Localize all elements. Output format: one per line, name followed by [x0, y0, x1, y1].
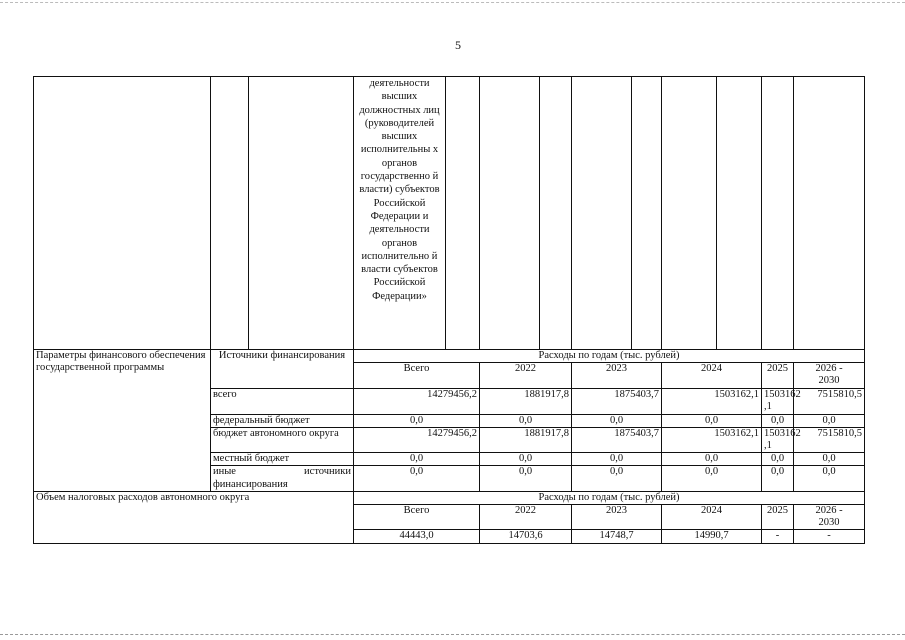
value-2026-2030: - — [794, 530, 865, 543]
value-2025: 0,0 — [762, 453, 794, 466]
value-2023: 0,0 — [572, 453, 662, 466]
value-2025: 1503162 ,1 — [762, 427, 794, 452]
col-2026-2030: 2026 - 2030 — [794, 505, 865, 530]
col-2026-2030: 2026 - 2030 — [794, 363, 865, 388]
empty-cell — [249, 77, 354, 350]
value-total: 0,0 — [354, 453, 480, 466]
empty-cell — [540, 77, 572, 350]
empty-cell — [717, 77, 762, 350]
value-2024: 0,0 — [662, 466, 762, 491]
value-2024: 1503162,1 — [662, 427, 762, 452]
empty-cell — [572, 77, 632, 350]
source-label: федеральный бюджет — [211, 414, 354, 427]
value-2023: 1875403,7 — [572, 388, 662, 414]
value-2025: 0,0 — [762, 414, 794, 427]
value-2025: - — [762, 530, 794, 543]
empty-cell — [34, 77, 211, 350]
col-2025: 2025 — [762, 505, 794, 530]
value-total: 14279456,2 — [354, 388, 480, 414]
scan-edge-top — [0, 2, 905, 4]
value-total: 0,0 — [354, 466, 480, 491]
empty-cell — [762, 77, 794, 350]
value-2026-2030: 0,0 — [794, 466, 865, 491]
value-2024: 1503162,1 — [662, 388, 762, 414]
value-2023: 0,0 — [572, 414, 662, 427]
finance-expenses-header: Расходы по годам (тыс. рублей) — [354, 350, 865, 363]
col-2022: 2022 — [480, 505, 572, 530]
value-2022: 1881917,8 — [480, 388, 572, 414]
empty-cell — [446, 77, 480, 350]
value-2022: 0,0 — [480, 466, 572, 491]
empty-cell — [211, 77, 249, 350]
value-2022: 1881917,8 — [480, 427, 572, 452]
value-2023: 14748,7 — [572, 530, 662, 543]
value-2026-2030: 0,0 — [794, 453, 865, 466]
col-2023: 2023 — [572, 363, 662, 388]
value-2024: 0,0 — [662, 414, 762, 427]
source-label: бюджет автономного округа — [211, 427, 354, 452]
empty-cell — [632, 77, 662, 350]
value-total: 14279456,2 — [354, 427, 480, 452]
col-2024: 2024 — [662, 363, 762, 388]
program-passport-table — [33, 76, 865, 544]
col-total: Всего — [354, 505, 480, 530]
value-total: 0,0 — [354, 414, 480, 427]
value-2023: 0,0 — [572, 466, 662, 491]
source-label: иные источники финансирования — [211, 466, 354, 491]
source-label: местный бюджет — [211, 453, 354, 466]
value-2023: 1875403,7 — [572, 427, 662, 452]
col-2022: 2022 — [480, 363, 572, 388]
empty-cell — [662, 77, 717, 350]
value-2026-2030: 7515810,5 — [794, 427, 865, 452]
col-total: Всего — [354, 363, 480, 388]
value-2022: 0,0 — [480, 414, 572, 427]
col-2025: 2025 — [762, 363, 794, 388]
finance-label: Параметры финансового обеспечения государственной программы — [34, 350, 211, 492]
tax-label: Объем налоговых расходов автономного округа — [34, 491, 354, 543]
empty-cell — [794, 77, 865, 350]
value-2024: 14990,7 — [662, 530, 762, 543]
value-total: 44443,0 — [354, 530, 480, 543]
value-2022: 14703,6 — [480, 530, 572, 543]
activity-description: деятельности высших должностных лиц (руководителей высших исполнительны х органов государственно й власти) субъектов Российской Федерации и деятельности органов исполнительно й власти субъектов Российской Федерации» — [354, 77, 446, 350]
finance-header-row — [34, 350, 865, 363]
tax-expenses-header: Расходы по годам (тыс. рублей) — [354, 491, 865, 504]
tax-header-row — [34, 491, 865, 504]
value-2026-2030: 7515810,5 — [794, 388, 865, 414]
col-2023: 2023 — [572, 505, 662, 530]
source-label: всего — [211, 388, 354, 414]
empty-cell — [480, 77, 540, 350]
value-2025: 1503162 ,1 — [762, 388, 794, 414]
page-number: 5 — [455, 38, 461, 52]
col-2024: 2024 — [662, 505, 762, 530]
value-2024: 0,0 — [662, 453, 762, 466]
continuation-row — [34, 77, 865, 350]
sources-header: Источники финансирования — [211, 350, 354, 389]
value-2022: 0,0 — [480, 453, 572, 466]
value-2026-2030: 0,0 — [794, 414, 865, 427]
scan-edge-bottom — [0, 634, 905, 636]
value-2025: 0,0 — [762, 466, 794, 491]
